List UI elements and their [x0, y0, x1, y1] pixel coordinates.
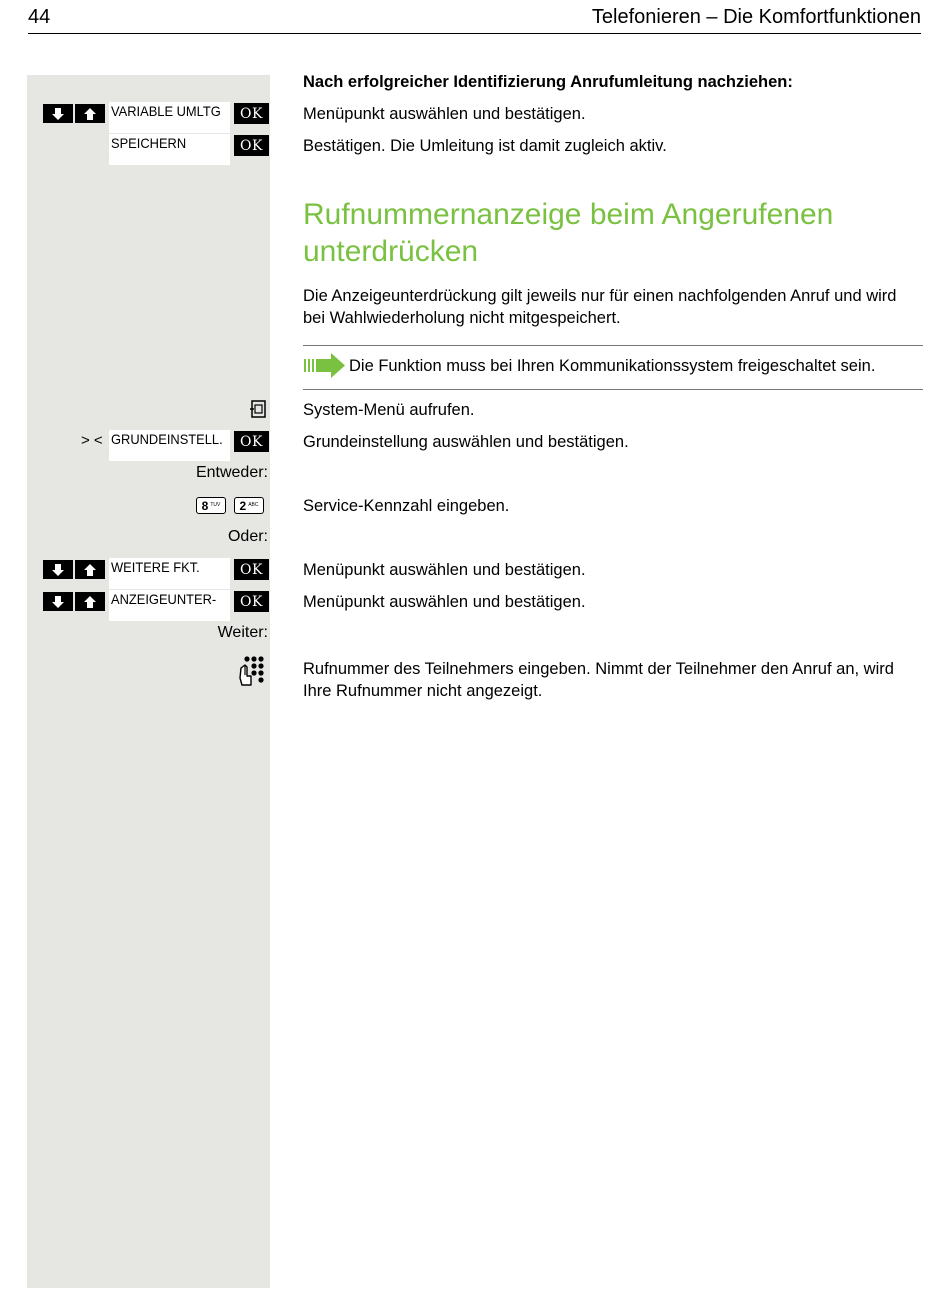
key-sidebar	[27, 75, 270, 1288]
display-grundeinstell-label: GRUNDEINSTELL.	[111, 431, 223, 447]
digit-2-key-icon[interactable]	[234, 497, 264, 514]
ok-button[interactable]: OK	[234, 135, 269, 156]
scroll-keys-label[interactable]: > <	[81, 432, 103, 449]
down-arrow-key-icon[interactable]	[43, 560, 73, 579]
up-arrow-key-icon[interactable]	[75, 104, 105, 123]
display-weitere-fkt	[109, 558, 230, 589]
up-arrow-key-icon[interactable]	[75, 560, 105, 579]
note-top-rule	[303, 345, 923, 346]
note-arrow-icon	[304, 353, 346, 383]
up-arrow-key-icon[interactable]	[75, 592, 105, 611]
page-header-title: Telefonieren – Die Komfortfunktionen	[591, 6, 921, 28]
key-digit: 2	[239, 498, 247, 513]
step-text: Menüpunkt auswählen und bestätigen.	[303, 593, 586, 611]
entweder-label: Entweder:	[195, 464, 268, 481]
display-variable-umltg-label: VARIABLE UMLTG	[111, 103, 221, 119]
step-text: Menüpunkt auswählen und bestätigen.	[303, 561, 586, 579]
service-text: Service-Kennzahl eingeben.	[303, 497, 510, 515]
header-divider	[28, 33, 921, 34]
note-bottom-rule	[303, 389, 923, 390]
dial-text: Rufnummer des Teilnehmers eingeben. Nimmt der Teilnehmer den Anruf an, wird Ihre Rufnummer nicht angezeigt.	[303, 660, 894, 700]
key-letters: ABC	[248, 502, 259, 508]
ok-button[interactable]: OK	[234, 559, 269, 580]
display-anzeigeunter-label: ANZEIGEUNTER-	[111, 591, 217, 607]
system-menu-key-icon[interactable]	[249, 400, 267, 423]
step-text: Grundeinstellung auswählen und bestätigen.	[303, 433, 629, 451]
step-text: Menüpunkt auswählen und bestätigen.	[303, 105, 586, 123]
key-letters: TUV	[210, 502, 221, 508]
section-heading: Rufnummernanzeige beim Angerufenen unterdrücken	[303, 198, 834, 268]
display-speichern-label: SPEICHERN	[111, 135, 187, 151]
page-number: 44	[28, 6, 51, 28]
section-intro: Die Anzeigeunterdrückung gilt jeweils nur für einen nachfolgenden Anruf und wird bei Wahlwiederholung nicht mitgespeichert.	[303, 287, 897, 327]
step-text: Bestätigen. Die Umleitung ist damit zugleich aktiv.	[303, 137, 667, 155]
system-menu-text: System-Menü aufrufen.	[303, 401, 475, 419]
display-grundeinstell	[109, 430, 230, 461]
ok-button[interactable]: OK	[234, 103, 269, 124]
display-variable-umltg	[109, 102, 230, 133]
note-text: Die Funktion muss bei Ihren Kommunikationssystem freigeschaltet sein.	[349, 357, 876, 375]
ok-button[interactable]: OK	[234, 431, 269, 452]
oder-label: Oder:	[227, 528, 268, 545]
down-arrow-key-icon[interactable]	[43, 592, 73, 611]
ok-button[interactable]: OK	[234, 591, 269, 612]
intro-bold-text: Nach erfolgreicher Identifizierung Anrufumleitung nachziehen:	[303, 73, 793, 91]
keypad-dial-icon[interactable]	[238, 656, 268, 693]
display-speichern	[109, 134, 230, 165]
digit-8-key-icon[interactable]	[196, 497, 226, 514]
key-digit: 8	[201, 498, 209, 513]
weiter-label: Weiter:	[217, 624, 268, 641]
display-weitere-fkt-label: WEITERE FKT.	[111, 559, 200, 575]
down-arrow-key-icon[interactable]	[43, 104, 73, 123]
display-anzeigeunter	[109, 590, 230, 621]
